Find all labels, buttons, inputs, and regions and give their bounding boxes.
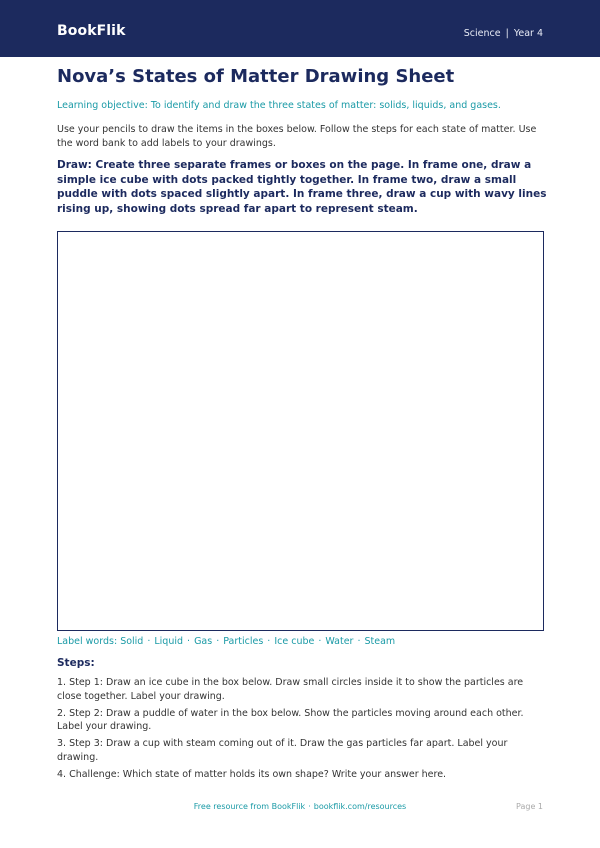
draw-instruction: Draw: Create three separate frames or boxes on the page. In frame one, draw a simple ice cube with dots packed tightly together. In frame two, draw a small puddle with dots spaced slightly apart. In frame three, draw a cup with wavy lines rising up, showing dots spread far apart to represent steam. (57, 159, 547, 215)
word-bank-words (120, 636, 395, 647)
word-bank-word: Steam (364, 636, 396, 647)
word-bank-word: Solid (120, 636, 144, 647)
drawing-area[interactable] (57, 231, 544, 631)
page-number: Page 1 (516, 802, 543, 811)
subject-label: Science (463, 28, 501, 39)
word-bank-word: Water (325, 636, 354, 647)
footer-source (0, 802, 600, 811)
word-bank-word: Liquid (154, 636, 184, 647)
page-title: Nova’s States of Matter Drawing Sheet (57, 66, 455, 87)
year-label: Year 4 (513, 28, 543, 39)
steps-list (57, 676, 537, 785)
intro-instructions: Use your pencils to draw the items in the boxes below. Follow the steps for each state of matter. Use the word bank to add labels to your drawings. (57, 124, 537, 149)
step-item: 2. Step 2: Draw a puddle of water in the box below. Show the particles moving around each other. Label your drawing. (57, 707, 524, 732)
word-separator: · (187, 636, 191, 647)
step-item: 1. Step 1: Draw an ice cube in the box below. Draw small circles inside it to show the particles are close together. Label your drawing. (57, 677, 524, 702)
word-separator: · (357, 636, 361, 647)
brand-logo-text: BookFlik (57, 23, 126, 39)
word-bank-label: Label words: (57, 636, 118, 647)
top-banner (0, 0, 600, 57)
step-item: 3. Step 3: Draw a cup with steam coming out of it. Draw the gas particles far apart. Label your drawing. (57, 738, 508, 763)
word-separator: · (216, 636, 220, 647)
footer-source-link[interactable]: bookflik.com/resources (313, 802, 407, 811)
word-bank (57, 636, 395, 647)
word-separator: · (318, 636, 322, 647)
word-bank-word: Ice cube (274, 636, 315, 647)
footer-separator: · (308, 802, 311, 811)
step-item: 4. Challenge: Which state of matter holds its own shape? Write your answer here. (57, 768, 447, 780)
steps-heading: Steps: (57, 657, 95, 669)
word-bank-word: Gas (194, 636, 213, 647)
word-bank-word: Particles (223, 636, 264, 647)
learning-objective: Learning objective: To identify and draw the three states of matter: solids, liquids, and gases. (57, 100, 501, 111)
word-separator: · (147, 636, 151, 647)
subject-year-label (464, 28, 543, 39)
word-separator: · (267, 636, 271, 647)
meta-separator: | (505, 28, 509, 39)
footer-source-prefix: Free resource from BookFlik (193, 802, 306, 811)
